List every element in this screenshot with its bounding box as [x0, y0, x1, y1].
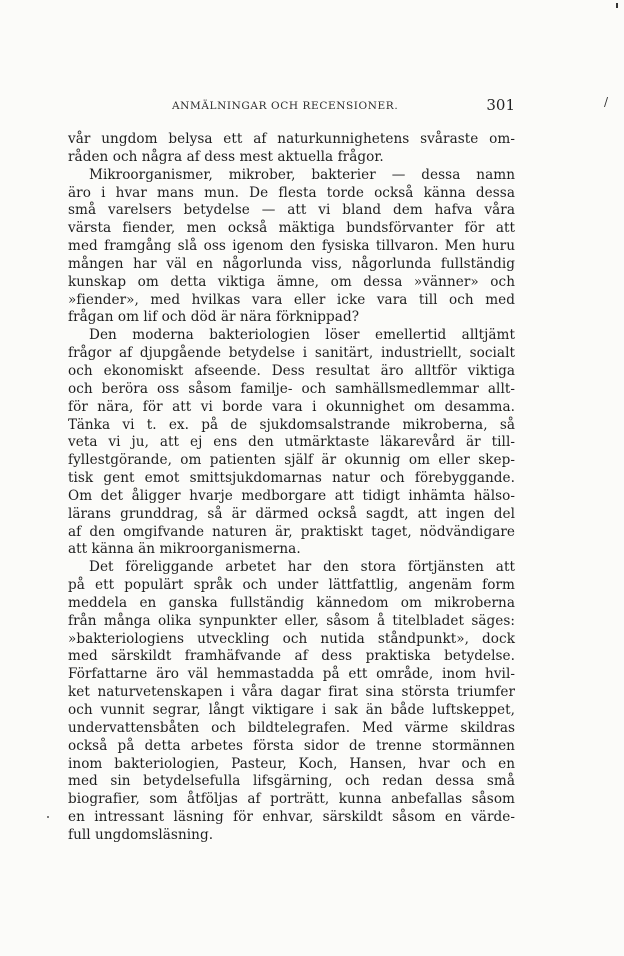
text-line: undervattensbåten och bildtelegrafen. Med värme skildras — [68, 719, 515, 736]
text-line: »fiender», med hvilkas vara eller icke vara till och med — [68, 291, 515, 308]
text-line: på ett populärt språk och under lättfattlig, angenäm form — [68, 577, 515, 594]
text-line: vår ungdom belysa ett af naturkunnighetens svåraste om- — [68, 131, 515, 147]
text-line: full ungdomsläsning. — [68, 826, 214, 843]
text-line: från många olika synpunkter eller, såsom å titelbladet säges: — [68, 612, 515, 629]
text-line: mången har väl en någorlunda viss, någorlunda fullständig — [68, 255, 515, 272]
text-line: en intressant läsning för enhvar, särskildt såsom en värde- — [68, 809, 515, 826]
review-text — [68, 131, 515, 845]
text-line: med sin betydelsefulla lifsgärning, och redan dessa små — [68, 773, 515, 790]
text-line: värsta fiender, men också mäktiga bundsförvanter för att — [68, 220, 515, 237]
text-line: med särskildt framhäfvande af dess praktiska betydelse. — [68, 648, 515, 665]
text-line: Den moderna bakteriologien löser emellertid alltjämt — [89, 327, 515, 344]
text-line: Tänka vi t. ex. på de sjukdomsalstrande mikroberna, så — [68, 416, 515, 433]
page-header — [68, 96, 515, 120]
text-line: Om det åligger hvarje medborgare att tidigt inhämta hälso- — [68, 487, 515, 504]
text-line: veta vi ju, att ej ens den utmärktaste läkarevård är till- — [68, 434, 515, 451]
text-line: för nära, för att vi borde vara i okunnighet om desamma. — [68, 398, 515, 415]
text-line: frågan om lif och död är nära förknippad? — [68, 309, 360, 326]
margin-tick-mark: / — [604, 95, 609, 109]
text-line: meddela en ganska fullständig kännedom om mikroberna — [68, 594, 515, 611]
text-line: lärans grunddrag, så är därmed också sagdt, att ingen del — [68, 505, 515, 522]
text-line: råden och några af dess mest aktuella frågor. — [68, 148, 384, 165]
text-line: att känna än mikroorganismerna. — [68, 541, 301, 558]
text-line: af den omgifvande naturen är, praktiskt taget, nödvändigare — [68, 523, 515, 540]
text-line: och ekonomiskt afseende. Dess resultat äro alltför viktiga — [68, 362, 515, 379]
text-line: biografier, som åtföljas af porträtt, kunna anbefallas såsom — [68, 791, 515, 808]
text-line: också på detta arbetes första sidor de trenne stormännen — [68, 737, 515, 754]
text-line: kunskap om detta viktiga ämne, om dessa »vänner» och — [68, 273, 515, 290]
text-line: »bakteriologiens utveckling och nutida ståndpunkt», dock — [68, 630, 515, 647]
text-line: med framgång slå oss igenom den fysiska tillvaron. Men huru — [68, 238, 515, 255]
page-number: 301 — [486, 96, 515, 114]
text-line: och beröra oss såsom familje- och samhällsmedlemmar allt- — [68, 380, 515, 397]
text-line: små varelsers betydelse — att vi bland dem hafva våra — [68, 202, 515, 219]
text-line: fyllestgörande, om patienten själf är okunnig om eller skep- — [68, 452, 515, 469]
text-line: tisk gent emot smittsjukdomarnas natur och förebyggande. — [68, 470, 515, 487]
text-line: och vunnit segrar, långt viktigare i sak än både luftskeppet, — [68, 702, 515, 718]
text-line: ket naturvetenskapen i våra dagar firat sina största triumfer — [68, 684, 515, 701]
running-title: ANMÄLNINGAR OCH RECENSIONER. — [172, 100, 399, 112]
text-line: äro i hvar mans mun. De flesta torde också känna dessa — [68, 184, 515, 201]
text-line: frågor af djupgående betydelse i sanitärt, industriellt, socialt — [68, 345, 515, 362]
text-line: Mikroorganismer, mikrober, bakterier — dessa namn — [89, 166, 515, 183]
margin-dot — [47, 816, 49, 818]
text-line: Författarne äro väl hemmastadda på ett område, inom hvil- — [68, 666, 515, 683]
margin-mark — [616, 3, 618, 8]
text-line: Det föreliggande arbetet har den stora förtjänsten att — [89, 559, 515, 576]
text-line: inom bakteriologien, Pasteur, Koch, Hansen, hvar och en — [68, 755, 515, 772]
